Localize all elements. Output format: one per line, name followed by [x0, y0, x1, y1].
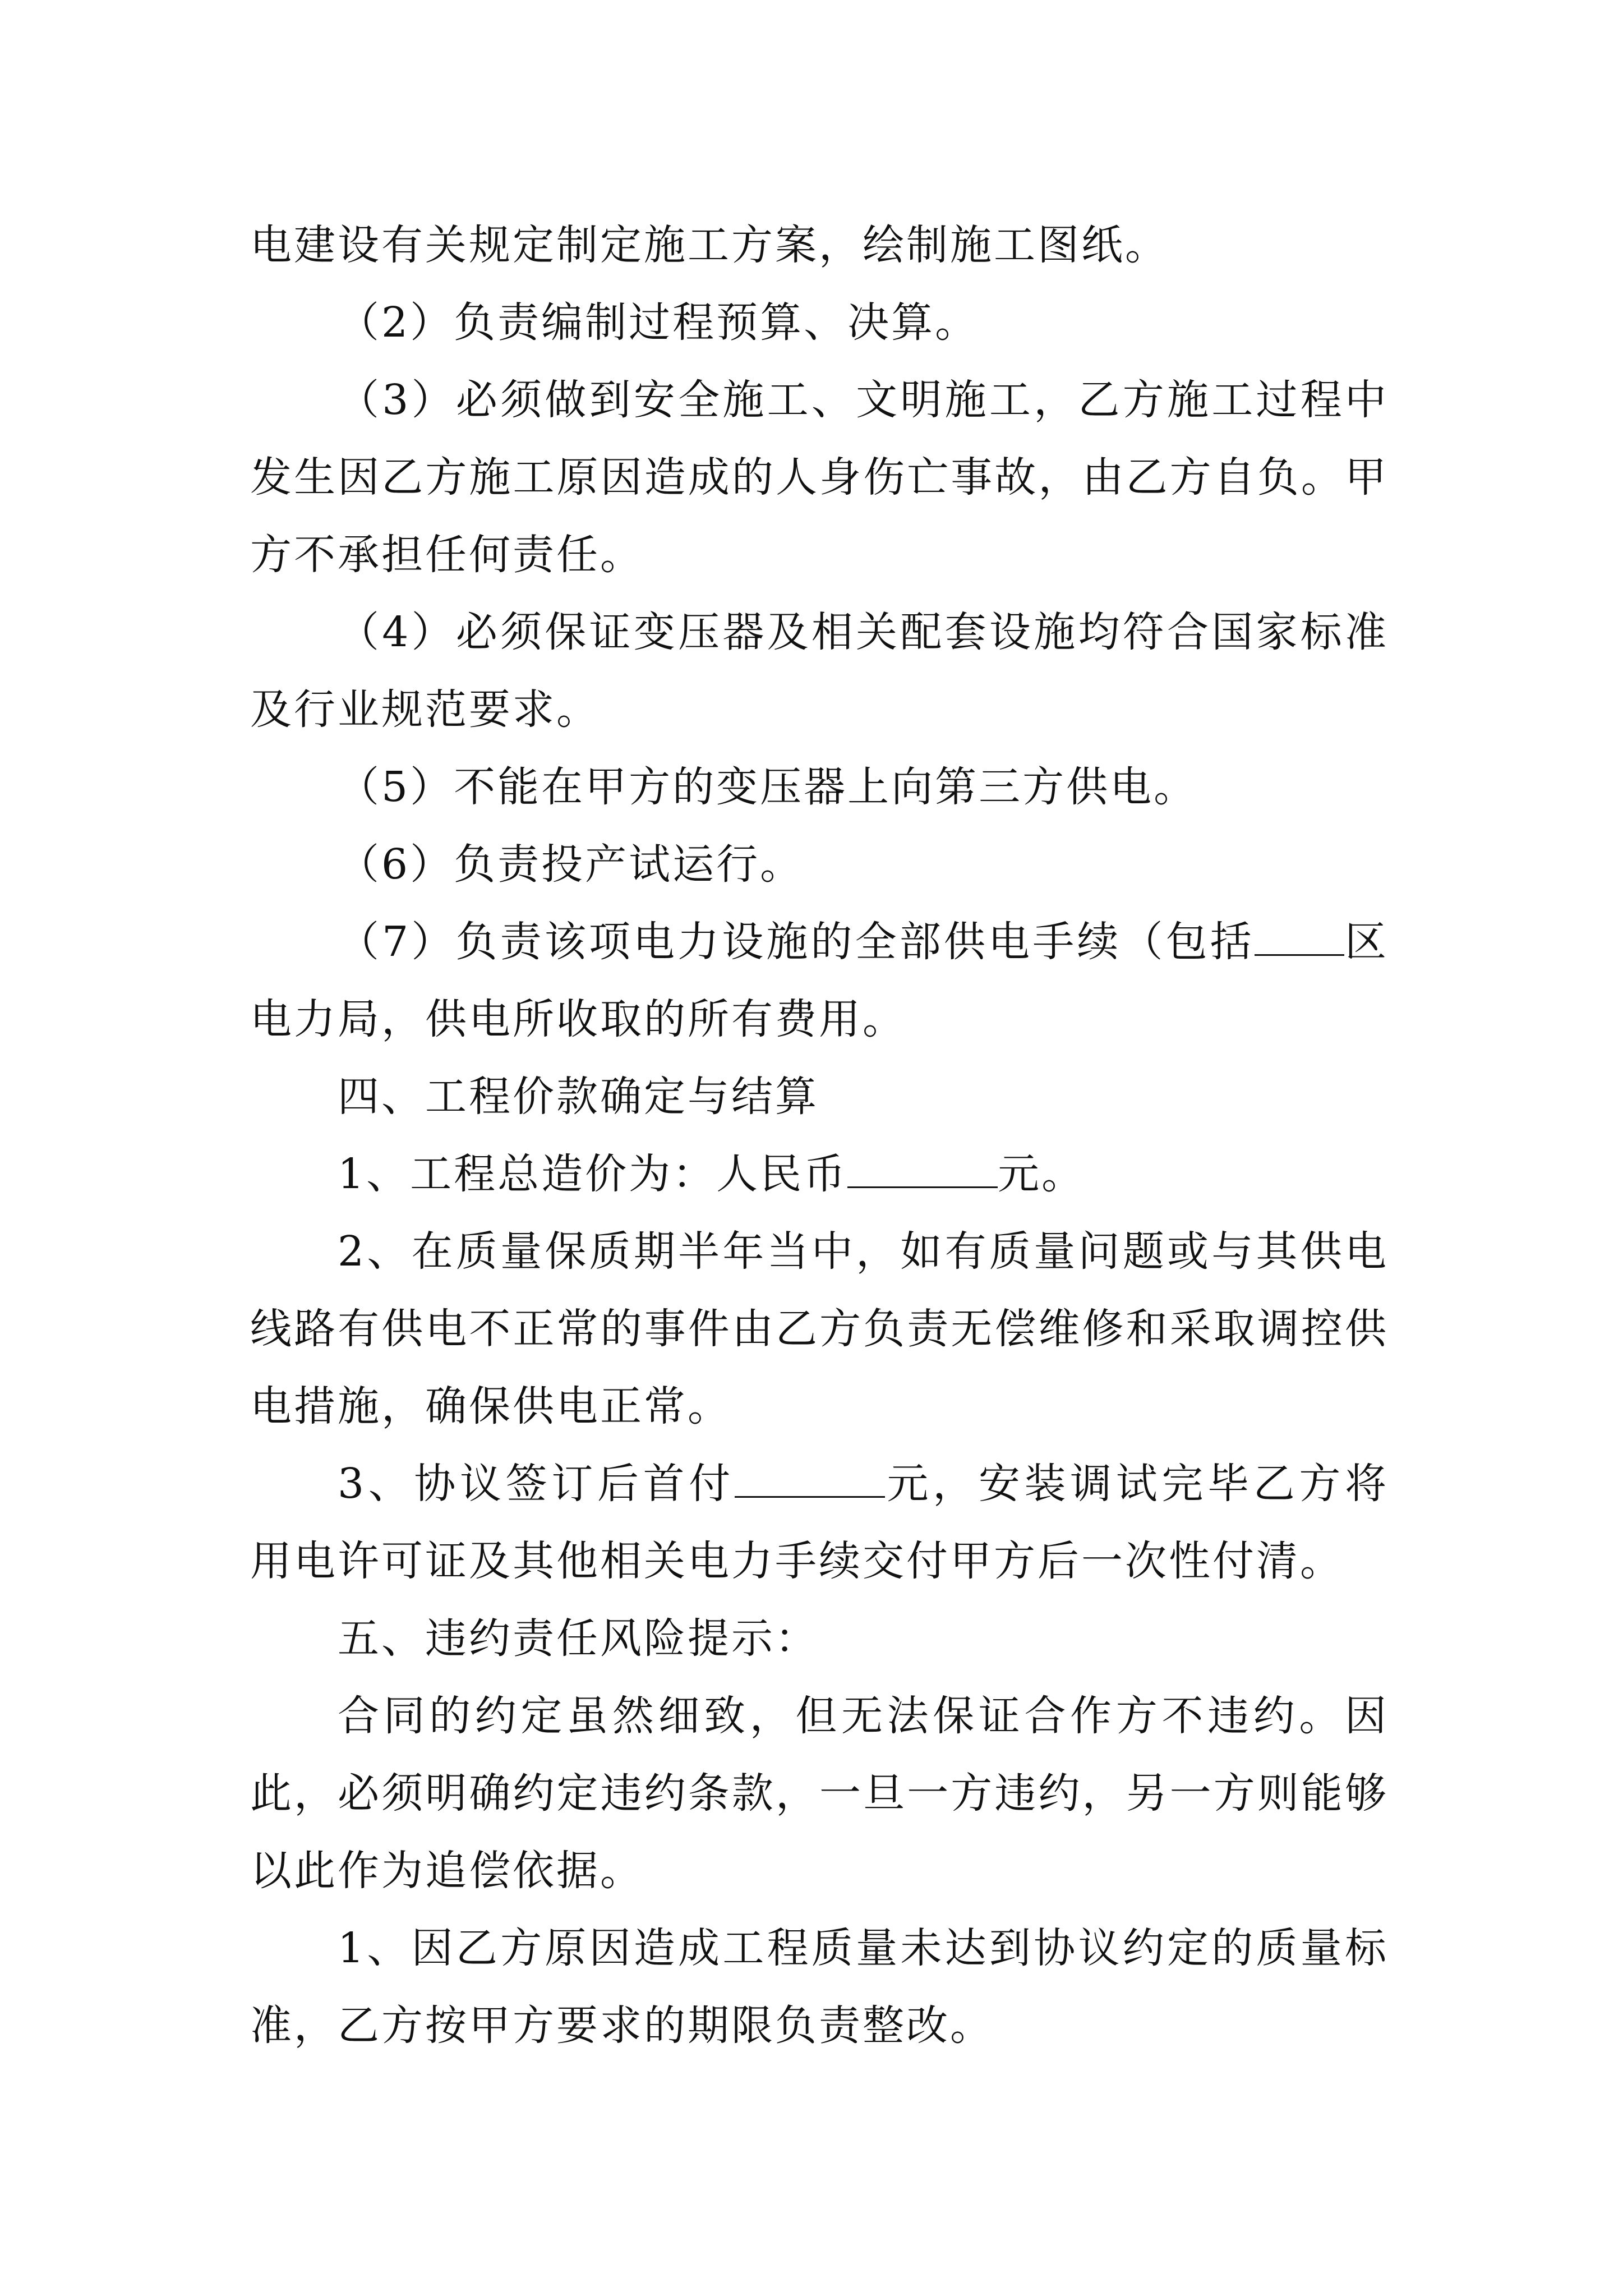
paragraph-warranty: 2、在质量保质期半年当中，如有质量问题或与其供电线路有供电不正常的事件由乙方负责无偿维修和采取调控供电措施，确保供电正常。: [250, 1227, 1389, 1430]
paragraph-item-6: （6）负责投产试运行。: [338, 840, 804, 889]
paragraph-breach-intro: 合同的约定虽然细致，但无法保证合作方不违约。因此，必须明确约定违约条款，一旦一方违约，另一方则能够以此作为追偿依据。: [250, 1692, 1389, 1895]
fill-in-blank-district: [1255, 919, 1344, 956]
total-price-tail: 元。: [998, 1150, 1086, 1198]
paragraph-item-4: （4）必须保证变压器及相关配套设施均符合国家标准及行业规范要求。: [250, 608, 1389, 734]
paragraph-continuation: 电建设有关规定制定施工方案，绘制施工图纸。: [250, 221, 1169, 269]
fill-in-blank-total-price: [847, 1152, 998, 1188]
paragraph-payment: [250, 1445, 1389, 1600]
payment-tail: 元，安装调试完毕乙方将用电许可证及其他相关电力手续交付甲方后一次性付清。: [250, 1460, 1389, 1585]
paragraph-total-price: [250, 1135, 1389, 1213]
document-body: [250, 206, 1389, 2064]
paragraph-breach-item-1: 1、因乙方原因造成工程质量未达到协议约定的质量标准，乙方按甲方要求的期限负责整改。: [250, 1924, 1389, 2050]
paragraph-item-2: （2）负责编制过程预算、决算。: [338, 298, 979, 347]
total-price-lead: 1、工程总造价为：人民币: [338, 1150, 848, 1198]
section-heading-breach: 五、违约责任风险提示：: [338, 1614, 819, 1663]
paragraph-item-5: （5）不能在甲方的变压器上向第三方供电。: [338, 763, 1198, 811]
paragraph-item-7-tail: 区电力局，供电所收取的所有费用。: [250, 918, 1389, 1043]
paragraph-item-7: [250, 903, 1389, 1058]
paragraph-item-3: （3）必须做到安全施工、文明施工，乙方施工过程中发生因乙方施工原因造成的人身伤亡事故，由乙方自负。甲方不承担任何责任。: [250, 376, 1389, 579]
fill-in-blank-down-payment: [735, 1461, 885, 1498]
section-heading-pricing: 四、工程价款确定与结算: [338, 1073, 819, 1121]
paragraph-item-7-lead: （7）负责该项电力设施的全部供电手续（包括: [338, 918, 1255, 966]
payment-lead: 3、协议签订后首付: [338, 1460, 735, 1508]
